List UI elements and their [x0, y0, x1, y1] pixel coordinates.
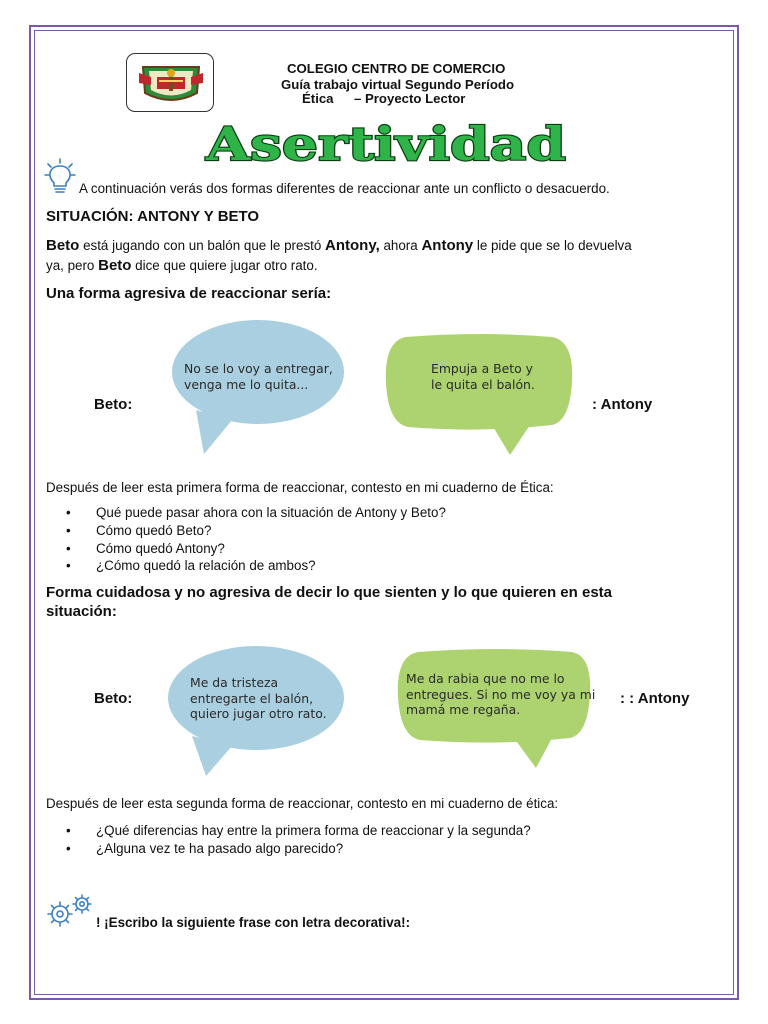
final-instruction: ! ¡Escribo la siguiente frase con letra decorativa!:	[96, 915, 411, 930]
gears-icon	[44, 892, 96, 928]
careful-questions	[66, 823, 531, 859]
story-line-2	[46, 257, 318, 274]
story-text: dice que quiere jugar otro rato.	[131, 258, 318, 273]
bubble-text: Me da tristeza entregarte el balón, quiero jugar otro rato.	[190, 675, 327, 721]
subject-name: Ética	[302, 91, 334, 106]
list-item: • ¿Qué diferencias hay entre la primera forma de reaccionar y la segunda?	[66, 823, 531, 841]
project-name: – Proyecto Lector	[354, 91, 466, 106]
lightbulb-icon	[44, 157, 76, 195]
story-line-1	[46, 237, 632, 254]
story-text: le pide que se lo devuelva	[473, 238, 632, 253]
story-text: está jugando con un balón que le prestó	[79, 238, 326, 253]
school-name: COLEGIO CENTRO DE COMERCIO	[287, 61, 506, 76]
school-logo	[126, 53, 214, 112]
situation-heading: SITUACIÓN: ANTONY Y BETO	[46, 208, 260, 225]
school-crest-logo	[135, 59, 207, 107]
list-item: • ¿Cómo quedó la relación de ambos?	[66, 558, 446, 576]
list-item: • Cómo quedó Beto?	[66, 523, 446, 541]
bubble-text: Me da rabia que no me lo entregues. Si no me voy ya mi mamá me regaña.	[406, 671, 596, 717]
story-text: ahora	[379, 238, 422, 253]
intro-text: A continuación verás dos formas diferentes de reaccionar ante un conflicto o desacuerdo.	[79, 181, 610, 196]
aggressive-heading: Una forma agresiva de reaccionar sería:	[46, 285, 332, 302]
story-name-antony: Antony	[421, 237, 474, 254]
careful-heading-line-2: situación:	[46, 603, 117, 620]
list-item: • ¿Alguna vez te ha pasado algo parecido?	[66, 841, 531, 859]
page-title	[200, 118, 572, 170]
careful-heading-line-1: Forma cuidadosa y no agresiva de decir lo que sienten y lo que quieren en esta	[46, 584, 613, 601]
speaker-beto: Beto:	[94, 690, 133, 707]
speaker-beto: Beto:	[94, 396, 133, 413]
aggressive-instruction: Después de leer esta primera forma de reaccionar, contesto en mi cuaderno de Ética:	[46, 480, 554, 495]
story-text: ya, pero	[46, 258, 99, 273]
story-name-antony: Antony,	[325, 237, 380, 254]
careful-instruction: Después de leer esta segunda forma de reaccionar, contesto en mi cuaderno de ética:	[46, 796, 559, 811]
bubble-text: No se lo voy a entregar, venga me lo quita...	[184, 361, 333, 392]
speech-bubble-antony-aggressive	[384, 333, 576, 457]
speaker-antony: : Antony	[592, 396, 653, 413]
story-name-beto: Beto	[98, 257, 132, 274]
speaker-antony: : : Antony	[620, 690, 690, 707]
aggressive-questions	[66, 505, 446, 576]
story-name-beto: Beto	[46, 237, 80, 254]
title-text: Asertividad	[204, 118, 567, 170]
list-item: • Qué puede pasar ahora con la situación de Antony y Beto?	[66, 505, 446, 523]
bubble-text: Empuja a Beto y le quita el balón.	[431, 361, 535, 392]
list-item: • Cómo quedó Antony?	[66, 541, 446, 559]
guide-title: Guía trabajo virtual Segundo Período	[281, 77, 515, 92]
